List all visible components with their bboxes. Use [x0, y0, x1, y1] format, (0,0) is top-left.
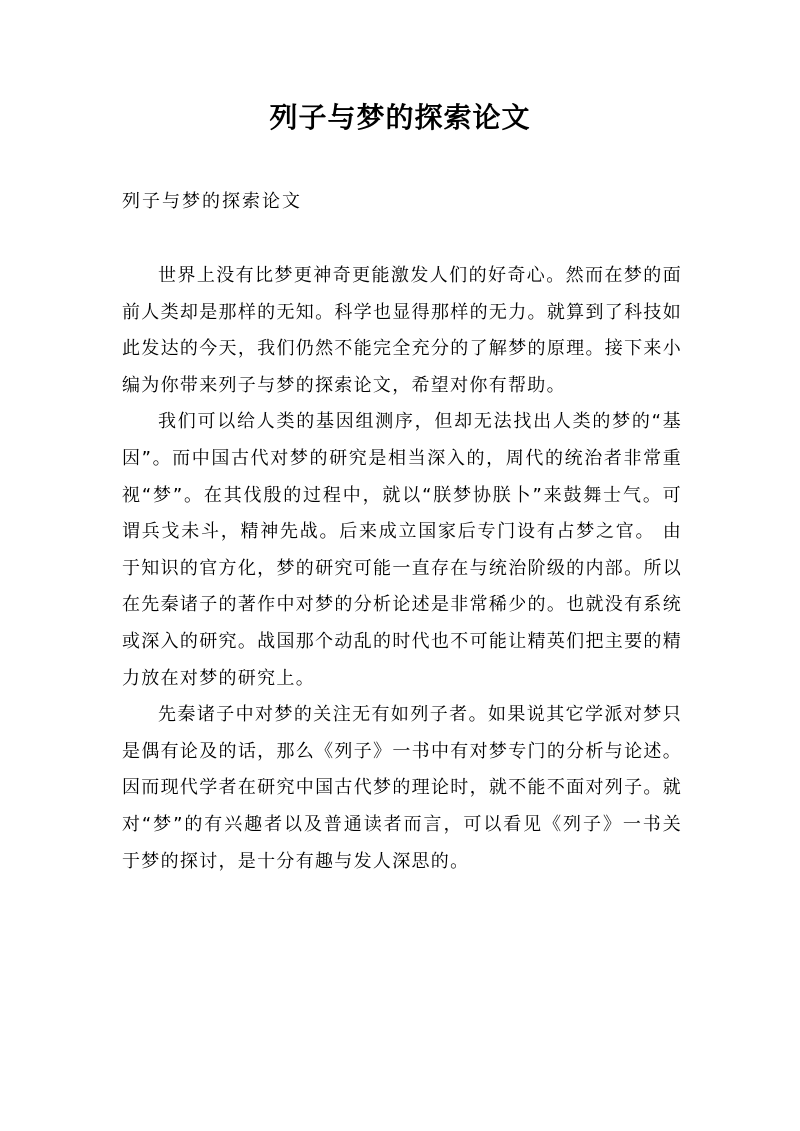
page-title: 列子与梦的探索论文 — [269, 101, 531, 134]
paragraph-2: 我们可以给人类的基因组测序，但却无法找出人类的梦的“基因”。而中国古代对梦的研究是相当深入的，周代的统治者非常重视“梦”。在其伐殷的过程中，就以“朕梦协朕卜”来鼓舞士气。可谓兵戈未斗，精神先战。后来成立国家后专门设有占梦之官。 由于知识的官方化，梦的研究可能一直存在与统治阶级的内部。所以在先秦诸子的著作中对梦的分析论述是非常稀少的。也就没有系统或深入的研究。战国那个动乱的时代也不可能让精英们把主要的精力放在对梦的研究上。 — [122, 411, 682, 689]
document-body — [122, 258, 682, 880]
paragraph-3: 先秦诸子中对梦的关注无有如列子者。如果说其它学派对梦只是偶有论及的话，那么《列子》一书中有对梦专门的分析与论述。因而现代学者在研究中国古代梦的理论时，就不能不面对列子。就对“梦”的有兴趣者以及普通读者而言，可以看见《列子》一书关于梦的探讨，是十分有趣与发人深思的。 — [122, 704, 682, 872]
document-subtitle: 列子与梦的探索论文 — [122, 191, 302, 212]
paragraph-1: 世界上没有比梦更神奇更能激发人们的好奇心。然而在梦的面前人类却是那样的无知。科学也显得那样的无力。就算到了科技如此发达的今天，我们仍然不能完全充分的了解梦的原理。接下来小编为你带来列子与梦的探索论文，希望对你有帮助。 — [122, 265, 682, 396]
